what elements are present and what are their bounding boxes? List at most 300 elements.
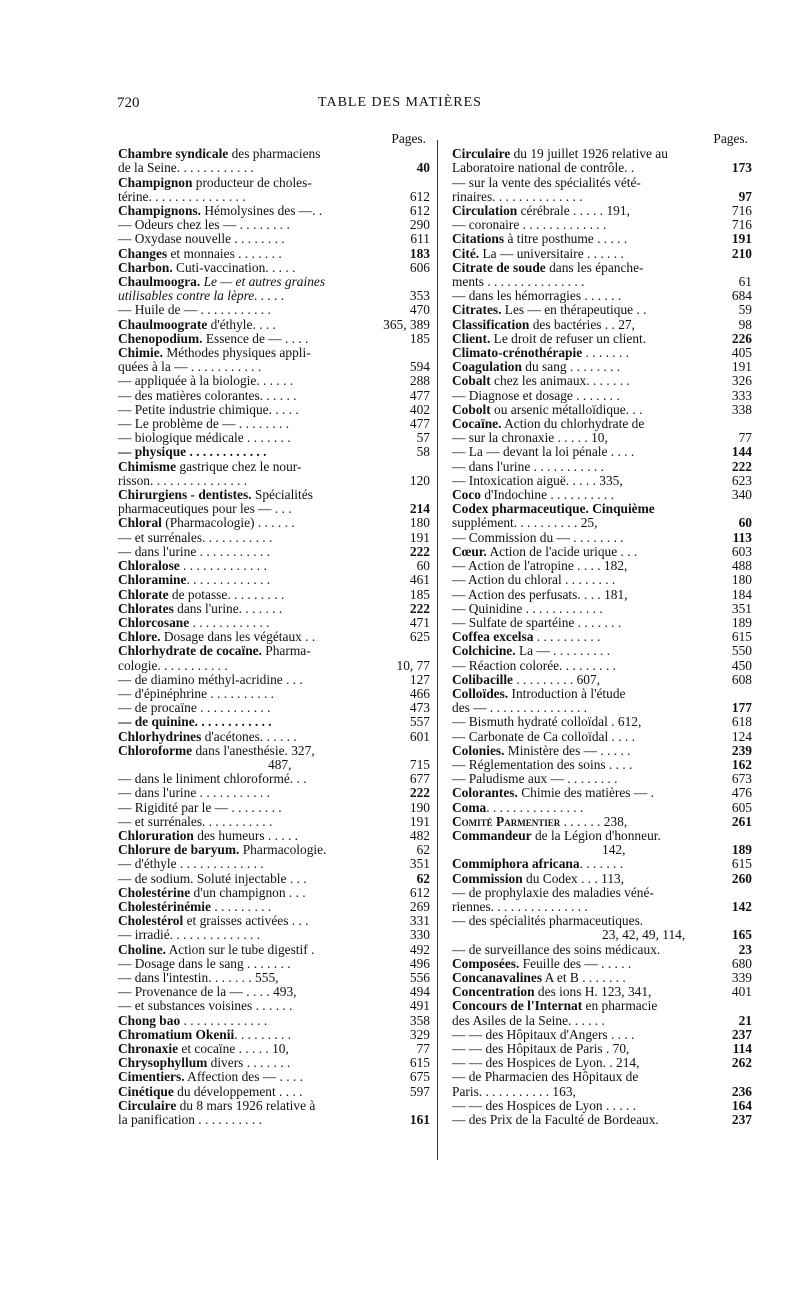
index-entry <box>118 842 430 858</box>
entry-term: Charbon. <box>118 259 173 275</box>
entry-text <box>452 473 623 488</box>
entry-term: Circulaire <box>452 146 511 162</box>
entry-text <box>452 146 668 161</box>
index-entry <box>118 600 430 616</box>
entry-page: 23 <box>738 941 752 957</box>
entry-text <box>452 260 644 275</box>
index-entry <box>452 1026 752 1042</box>
entry-text <box>118 757 291 772</box>
entry-term: Champignons. <box>118 203 201 219</box>
entry-page: 358 <box>409 1012 430 1028</box>
entry-text <box>118 501 292 516</box>
entry-text <box>452 487 614 502</box>
index-entry <box>452 1012 752 1028</box>
entry-page: 222 <box>409 600 430 616</box>
index-entry <box>118 1112 430 1128</box>
entry-description: d'Indochine . . . . . . . . . . <box>481 487 614 503</box>
entry-page: 222 <box>409 543 430 559</box>
index-entry <box>118 771 430 787</box>
entry-page: 494 <box>409 984 430 1000</box>
entry-page: 180 <box>731 572 752 588</box>
entry-text <box>452 444 634 459</box>
entry-text <box>452 1098 636 1113</box>
index-entry <box>452 884 752 900</box>
index-entry <box>452 529 752 545</box>
entry-page: 210 <box>731 245 752 261</box>
index-entry <box>452 515 752 531</box>
entry-page: 680 <box>731 955 752 971</box>
entry-text <box>118 572 270 587</box>
entry-term: Chloruration <box>118 827 194 843</box>
entry-page: 127 <box>409 671 430 687</box>
entry-description: supplément. . . . . . . . . . 25, <box>452 515 598 531</box>
index-entry <box>452 259 752 275</box>
entry-description: — Huile de — . . . . . . . . . . . <box>118 302 271 318</box>
entry-text <box>452 927 685 942</box>
entry-description: à titre posthume . . . . . <box>504 231 628 247</box>
entry-text <box>118 771 307 786</box>
entry-term: Colonies. <box>452 742 505 758</box>
entry-term: Cœur. <box>452 543 487 559</box>
entry-description: . . . . . . . . . . . . . <box>179 558 267 574</box>
entry-term: Colloïdes. <box>452 685 509 701</box>
entry-text <box>118 927 260 942</box>
entry-term: Chambre syndicale <box>118 146 229 162</box>
entry-description: . . . . . . 238, <box>560 813 628 829</box>
entry-text <box>118 444 266 459</box>
index-entry <box>118 1041 430 1056</box>
entry-description: . . . . . . . . . <box>234 1026 292 1042</box>
index-entry <box>452 984 752 1000</box>
index-entry <box>118 614 430 630</box>
index-entry <box>118 373 430 389</box>
entry-text <box>118 345 311 360</box>
entry-term: Client. <box>452 330 491 346</box>
index-entry <box>452 231 752 247</box>
entry-description: Pharmacologie. <box>239 842 327 858</box>
entry-term: Cité. <box>452 245 480 261</box>
index-entry <box>452 174 752 190</box>
entry-page: 191 <box>731 359 752 375</box>
index-entry <box>118 870 430 886</box>
entry-text <box>118 998 292 1013</box>
entry-text <box>118 828 298 843</box>
entry-text <box>118 956 291 971</box>
entry-page: 333 <box>731 387 752 403</box>
entry-description: gastrique chez le nour- <box>176 458 302 474</box>
index-entry <box>452 771 752 787</box>
entry-page: 60 <box>738 515 752 531</box>
entry-page: 716 <box>731 203 752 219</box>
entry-text <box>452 331 646 346</box>
entry-text <box>118 274 325 289</box>
entry-description: — sur la chronaxie . . . . . 10, <box>452 430 608 446</box>
entry-page: 351 <box>409 856 430 872</box>
entry-page: 165 <box>731 927 752 943</box>
entry-page: 62 <box>416 842 430 858</box>
entry-description: — Sulfate de spartéine . . . . . . . <box>452 614 622 630</box>
entry-description: dans les épanche- <box>545 259 644 275</box>
index-entry <box>452 785 752 801</box>
entry-page: 594 <box>409 359 430 375</box>
entry-term: Citrates. <box>452 302 502 318</box>
entry-description: riennes. . . . . . . . . . . . . . . <box>452 898 588 914</box>
entry-page: 222 <box>409 785 430 801</box>
index-entry <box>452 614 752 630</box>
entry-description: — Provenance de la — . . . . 493, <box>118 984 297 1000</box>
entry-description: . . . . . . . . . . <box>533 629 601 645</box>
entry-text <box>118 544 270 559</box>
entry-text <box>452 288 621 303</box>
entry-text <box>452 984 651 999</box>
index-entry <box>452 629 752 645</box>
entry-page: 114 <box>732 1041 752 1056</box>
entry-page: 550 <box>731 643 752 659</box>
index-entry <box>452 898 752 914</box>
index-entry <box>118 671 430 687</box>
entry-text <box>452 416 644 431</box>
entry-page: 488 <box>731 558 752 574</box>
entry-term: Chenopodium. <box>118 330 203 346</box>
index-entry <box>452 941 752 957</box>
entry-description: Pharma- <box>261 643 311 659</box>
entry-description: ou arsenic métalloïdique. . . <box>490 401 643 417</box>
entry-description: — Quinidine . . . . . . . . . . . . <box>452 600 603 616</box>
page-number: 720 <box>117 95 140 111</box>
entry-page: 601 <box>409 728 430 744</box>
entry-description: — — des Hôpitaux d'Angers . . . . <box>452 1026 635 1042</box>
entry-description: — dans l'urine . . . . . . . . . . . <box>452 458 604 474</box>
entry-description: chez les animaux. . . . . . . <box>490 373 630 389</box>
entry-text <box>118 643 311 658</box>
entry-text <box>452 729 635 744</box>
entry-page: 340 <box>731 487 752 503</box>
entry-term: Chlore. <box>118 629 161 645</box>
entry-description: — Commission du — . . . . . . . . <box>452 529 624 545</box>
entry-text <box>452 672 600 687</box>
index-entry <box>118 657 430 673</box>
entry-description: du 19 juillet 1926 relative au <box>510 146 668 162</box>
entry-text <box>118 800 282 815</box>
entry-description: quées à la — . . . . . . . . . . . <box>118 359 262 375</box>
entry-text <box>452 430 608 445</box>
entry-term: Chlorate <box>118 586 169 602</box>
index-entry <box>452 969 752 985</box>
entry-text <box>452 217 606 232</box>
entry-page: 237 <box>731 1026 752 1042</box>
entry-text <box>118 175 312 190</box>
entry-description: — dans l'urine . . . . . . . . . . . <box>118 785 270 801</box>
entry-term: Chloral <box>118 515 162 531</box>
entry-term: Circulation <box>452 203 518 219</box>
entry-description: — de procaïne . . . . . . . . . . . <box>118 700 271 716</box>
entry-page: 60 <box>416 558 430 574</box>
entry-text <box>118 842 326 857</box>
index-entry <box>452 700 752 716</box>
index-entry <box>468 928 752 942</box>
entry-page: 715 <box>409 756 430 772</box>
entry-description: dans l'anesthésie. 327, <box>192 742 315 758</box>
entry-text <box>118 359 261 374</box>
entry-description: du Codex . . . 113, <box>522 870 625 886</box>
index-entry <box>118 700 430 716</box>
entry-description: — Action du chloral . . . . . . . . <box>452 572 616 588</box>
entry-text <box>452 175 641 190</box>
index-entry <box>452 359 752 375</box>
entry-text <box>118 672 303 687</box>
entry-page: 77 <box>416 1041 430 1056</box>
index-entry <box>118 955 430 971</box>
index-entry <box>452 345 752 361</box>
entry-text <box>452 231 627 246</box>
entry-description: — de quinine. . . . . . . . . . . . <box>118 714 272 730</box>
entry-description: de la Légion d'honneur. <box>531 827 661 843</box>
entry-page: 10, 77 <box>396 657 430 673</box>
entry-text <box>452 615 621 630</box>
index-entry <box>452 401 752 417</box>
entry-description: Les — en thérapeutique . . <box>501 302 647 318</box>
entry-term: Cobolt <box>452 401 491 417</box>
entry-term: Commission <box>452 870 523 886</box>
entry-text <box>118 700 270 715</box>
entry-text <box>118 1041 289 1056</box>
entry-text <box>452 317 635 332</box>
index-entry <box>452 274 752 290</box>
entry-description: des pharmaciens <box>228 146 321 162</box>
index-entry <box>452 160 752 176</box>
entry-page: 62 <box>416 870 430 886</box>
entry-text <box>452 1041 629 1056</box>
index-entry <box>452 302 752 318</box>
entry-description: Chimie des matières — . <box>517 785 654 801</box>
entry-page: 239 <box>731 742 752 758</box>
index-entry <box>118 430 430 446</box>
entry-description: — des matières colorantes. . . . . . <box>118 387 297 403</box>
entry-text <box>452 515 597 530</box>
index-entry <box>452 756 752 772</box>
entry-text <box>452 998 657 1013</box>
entry-description: utilisables contre la lèpre. . . . . <box>118 288 285 304</box>
entry-description: — Petite industrie chimique. . . . . <box>118 401 299 417</box>
index-entry <box>118 487 430 503</box>
entry-page: 461 <box>409 572 430 588</box>
entry-description: Ministère des — . . . . . <box>504 742 631 758</box>
entry-description: — Le problème de — . . . . . . . . <box>118 416 290 432</box>
entry-description: térine. . . . . . . . . . . . . . . <box>118 188 246 204</box>
index-entry <box>452 600 752 616</box>
entry-term: Chromatium Okenii <box>118 1026 235 1042</box>
entry-description: — des Prix de la Faculté de Bordeaux. <box>452 1112 659 1128</box>
entry-text <box>452 970 626 985</box>
entry-description: ments . . . . . . . . . . . . . . . <box>452 274 585 290</box>
entry-text <box>118 1055 290 1070</box>
entry-description: . . . . . . . <box>582 345 630 361</box>
index-entry <box>452 685 752 701</box>
entry-term: Chlorhydrines <box>118 728 202 744</box>
index-entry <box>452 913 752 929</box>
entry-text <box>118 1069 303 1084</box>
entry-page: 623 <box>731 472 752 488</box>
index-entry <box>452 288 752 304</box>
entry-description: — et surrénales. . . . . . . . . . . <box>118 529 273 545</box>
index-entry <box>452 1041 752 1056</box>
index-entry <box>452 146 752 162</box>
entry-text <box>452 700 587 715</box>
entry-text <box>452 1112 659 1127</box>
entry-page: 222 <box>731 458 752 474</box>
entry-page: 183 <box>409 245 430 261</box>
entry-description: Le droit de refuser un client. <box>490 330 647 346</box>
index-entry <box>118 203 430 219</box>
entry-description: . . . . . . . . . . . . . <box>186 572 271 588</box>
entry-term: Choline. <box>118 941 166 957</box>
entry-description: — La — devant la loi pénale . . . . <box>452 444 635 460</box>
entry-text <box>452 629 600 644</box>
entry-term: Commandeur <box>452 827 532 843</box>
entry-text <box>118 231 285 246</box>
index-entry <box>118 913 430 929</box>
entry-page: 189 <box>731 614 752 630</box>
entry-description: Affection des — . . . . <box>184 1069 303 1085</box>
entry-description: — des spécialités pharmaceutiques. <box>452 913 644 929</box>
index-entry <box>118 685 430 701</box>
entry-page: 606 <box>409 259 430 275</box>
entry-term: Chimisme <box>118 458 177 474</box>
index-entry <box>452 856 752 872</box>
entry-text <box>452 558 627 573</box>
entry-text <box>118 430 291 445</box>
entry-term: Coma <box>452 799 487 815</box>
entry-text <box>452 189 583 204</box>
entry-page: 402 <box>409 401 430 417</box>
entry-term: Cobalt <box>452 373 491 389</box>
index-entry <box>118 1097 430 1113</box>
entry-text <box>452 785 654 800</box>
entry-page: 615 <box>409 1055 430 1071</box>
index-entry <box>118 742 430 758</box>
entry-term: Chlorhydrate de cocaïne. <box>118 643 262 659</box>
index-entry <box>118 827 430 843</box>
entry-description: — appliquée à la biologie. . . . . . <box>118 373 294 389</box>
index-entry <box>118 813 430 829</box>
entry-description: — — des Hospices de Lyon . . . . . <box>452 1097 637 1113</box>
index-entry <box>118 728 430 744</box>
entry-text <box>452 714 641 729</box>
index-entry <box>452 827 752 843</box>
entry-description: d'un champignon . . . <box>190 884 306 900</box>
index-entry <box>118 174 430 190</box>
entry-term: Cinétique <box>118 1083 174 1099</box>
entry-description: — Bismuth hydraté colloïdal . 612, <box>452 714 642 730</box>
entry-text <box>118 388 297 403</box>
index-entry <box>118 231 430 247</box>
index-entry <box>118 643 430 659</box>
entry-text <box>452 842 625 857</box>
entry-text <box>118 302 271 317</box>
entry-text <box>452 956 631 971</box>
index-entry <box>452 728 752 744</box>
index-entry <box>118 458 430 474</box>
entry-description: — Odeurs chez les — . . . . . . . . <box>118 217 290 233</box>
entry-description: 23, 42, 49, 114, <box>602 927 686 943</box>
index-entry <box>452 430 752 446</box>
entry-page: 470 <box>409 302 430 318</box>
index-entry <box>452 1112 752 1128</box>
entry-description: — sur la vente des spécialités vété- <box>452 174 641 190</box>
entry-description: — dans l'urine . . . . . . . . . . . <box>118 543 270 559</box>
entry-text <box>452 274 584 289</box>
entry-description: . . . . . . . . . <box>210 898 272 914</box>
entry-description: — dans l'intestin. . . . . . . 555, <box>118 969 279 985</box>
index-entry <box>452 955 752 971</box>
entry-page: 556 <box>409 969 430 985</box>
entry-page: 605 <box>731 799 752 815</box>
entry-page: 77 <box>738 430 752 446</box>
entry-term: Coco <box>452 487 482 503</box>
entry-text <box>118 856 264 871</box>
entry-page: 262 <box>731 1055 752 1071</box>
entry-term: Chlorcosane <box>118 614 190 630</box>
index-entry <box>134 758 430 772</box>
entry-description: — d'éthyle . . . . . . . . . . . . . <box>118 856 264 872</box>
index-entry <box>452 444 752 460</box>
entry-description: des — . . . . . . . . . . . . . . . <box>452 700 588 716</box>
index-column-left <box>118 132 430 1127</box>
entry-text <box>118 1112 262 1127</box>
entry-term: Chaulmoogra. <box>118 274 201 290</box>
entry-page: 675 <box>409 1069 430 1085</box>
entry-page: 180 <box>409 515 430 531</box>
entry-description: d'éthyle. . . . <box>207 316 276 332</box>
entry-term: Champignon <box>118 174 193 190</box>
entry-text <box>118 530 272 545</box>
entry-page: 482 <box>409 827 430 843</box>
entry-text <box>118 487 313 502</box>
entry-text <box>118 899 271 914</box>
entry-page: 226 <box>731 330 752 346</box>
entry-text <box>118 373 293 388</box>
entry-description: . . . . . . . . . . . . . <box>180 1012 268 1028</box>
entry-page: 113 <box>732 529 752 545</box>
entry-text <box>118 203 322 218</box>
entry-text <box>452 601 603 616</box>
entry-text <box>452 743 631 758</box>
entry-text <box>118 942 314 957</box>
entry-description: d'acétones. . . . . . <box>201 728 297 744</box>
entry-page: 326 <box>731 373 752 389</box>
entry-term: Concanavalines <box>452 969 543 985</box>
entry-text <box>452 913 643 928</box>
index-entry <box>452 487 752 503</box>
index-entry <box>118 1083 430 1099</box>
entry-term: Chloroforme <box>118 742 193 758</box>
index-entry <box>118 501 430 517</box>
index-entry <box>118 217 430 233</box>
index-entry <box>118 856 430 872</box>
entry-term: Concours de l'Internat <box>452 998 583 1014</box>
entry-page: 260 <box>731 870 752 886</box>
entry-page: 237 <box>731 1112 752 1128</box>
entry-text <box>118 317 276 332</box>
entry-description: Méthodes physiques appli- <box>163 345 311 361</box>
entry-page: 597 <box>409 1083 430 1099</box>
entry-description: rinaires. . . . . . . . . . . . . . <box>452 188 583 204</box>
pages-column-label: Pages. <box>391 131 426 146</box>
entry-term: Cholestérinémie <box>118 898 211 914</box>
index-entry <box>118 799 430 815</box>
entry-description: des bactéries . . 27, <box>529 316 635 332</box>
entry-page: 164 <box>731 1097 752 1113</box>
